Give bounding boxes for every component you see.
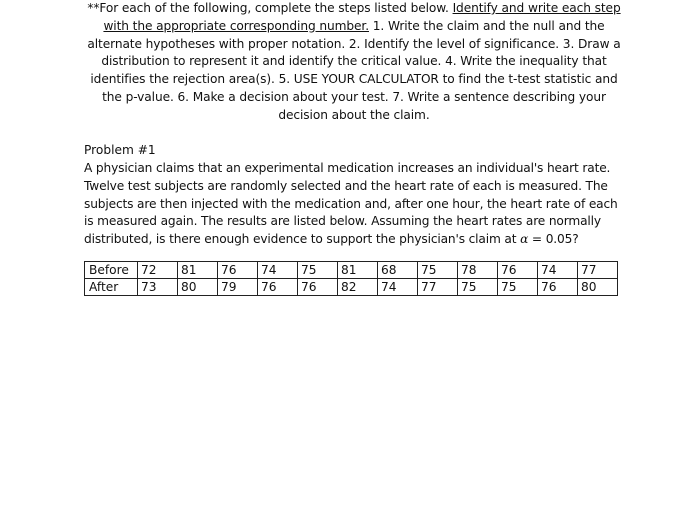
table-cell: 75 xyxy=(298,262,338,279)
problem-title: Problem #1 xyxy=(84,143,156,157)
table-cell: 76 xyxy=(298,279,338,296)
row-label: Before xyxy=(85,262,138,279)
table-cell: 72 xyxy=(138,262,178,279)
heart-rate-table xyxy=(84,261,618,296)
table-cell: 75 xyxy=(498,279,538,296)
instructions-paragraph xyxy=(84,0,624,125)
table-cell: 77 xyxy=(418,279,458,296)
table-cell: 76 xyxy=(498,262,538,279)
table-cell: 82 xyxy=(338,279,378,296)
table-cell: 76 xyxy=(538,279,578,296)
table-cell: 77 xyxy=(578,262,618,279)
table-cell: 74 xyxy=(538,262,578,279)
alpha-symbol: α xyxy=(520,232,529,247)
table-cell: 76 xyxy=(218,262,258,279)
instructions-lead: **For each of the following, complete the steps listed below. xyxy=(87,1,453,15)
table-cell: 75 xyxy=(418,262,458,279)
table-cell: 78 xyxy=(458,262,498,279)
row-label: After xyxy=(85,279,138,296)
table-cell: 79 xyxy=(218,279,258,296)
table-cell: 81 xyxy=(338,262,378,279)
instructions-steps: 1. Write the claim and the null and the alternate hypotheses with proper notation. 2. Identify the level of significance. 3. Draw a distribution to represent it and identify the critical value. 4. Write the inequality that identifies the rejection area(s). 5. USE YOUR CALCULATOR to find the t-test statistic and the p-value. 6. Make a decision about your test. 7. Write a sentence describing your decision about the claim. xyxy=(87,18,621,122)
table-cell: 73 xyxy=(138,279,178,296)
table-cell: 75 xyxy=(458,279,498,296)
instructions-underlined: Identify and write each step with the appropriate corresponding number. xyxy=(103,1,621,33)
table-row-after xyxy=(85,279,618,296)
table-cell: 68 xyxy=(378,262,418,279)
table-cell: 76 xyxy=(258,279,298,296)
heart-rate-table-body xyxy=(85,262,618,296)
table-cell: 81 xyxy=(178,262,218,279)
problem-body-text: A physician claims that an experimental medication increases an individual's heart rate. Twelve test subjects are randomly selected and the heart rate of each is measured. The subjects are then injected with the medication and, after one hour, the heart rate of each is measured again. The results are listed below. Assuming the heart rates are normally distributed, is there enough evidence to support the physician's claim at xyxy=(84,161,618,247)
table-cell: 80 xyxy=(178,279,218,296)
problem-body-end: = 0.05? xyxy=(528,232,579,247)
table-cell: 74 xyxy=(378,279,418,296)
table-cell: 74 xyxy=(258,262,298,279)
table-row-before xyxy=(85,262,618,279)
table-cell: 80 xyxy=(578,279,618,296)
problem-body xyxy=(84,160,624,249)
